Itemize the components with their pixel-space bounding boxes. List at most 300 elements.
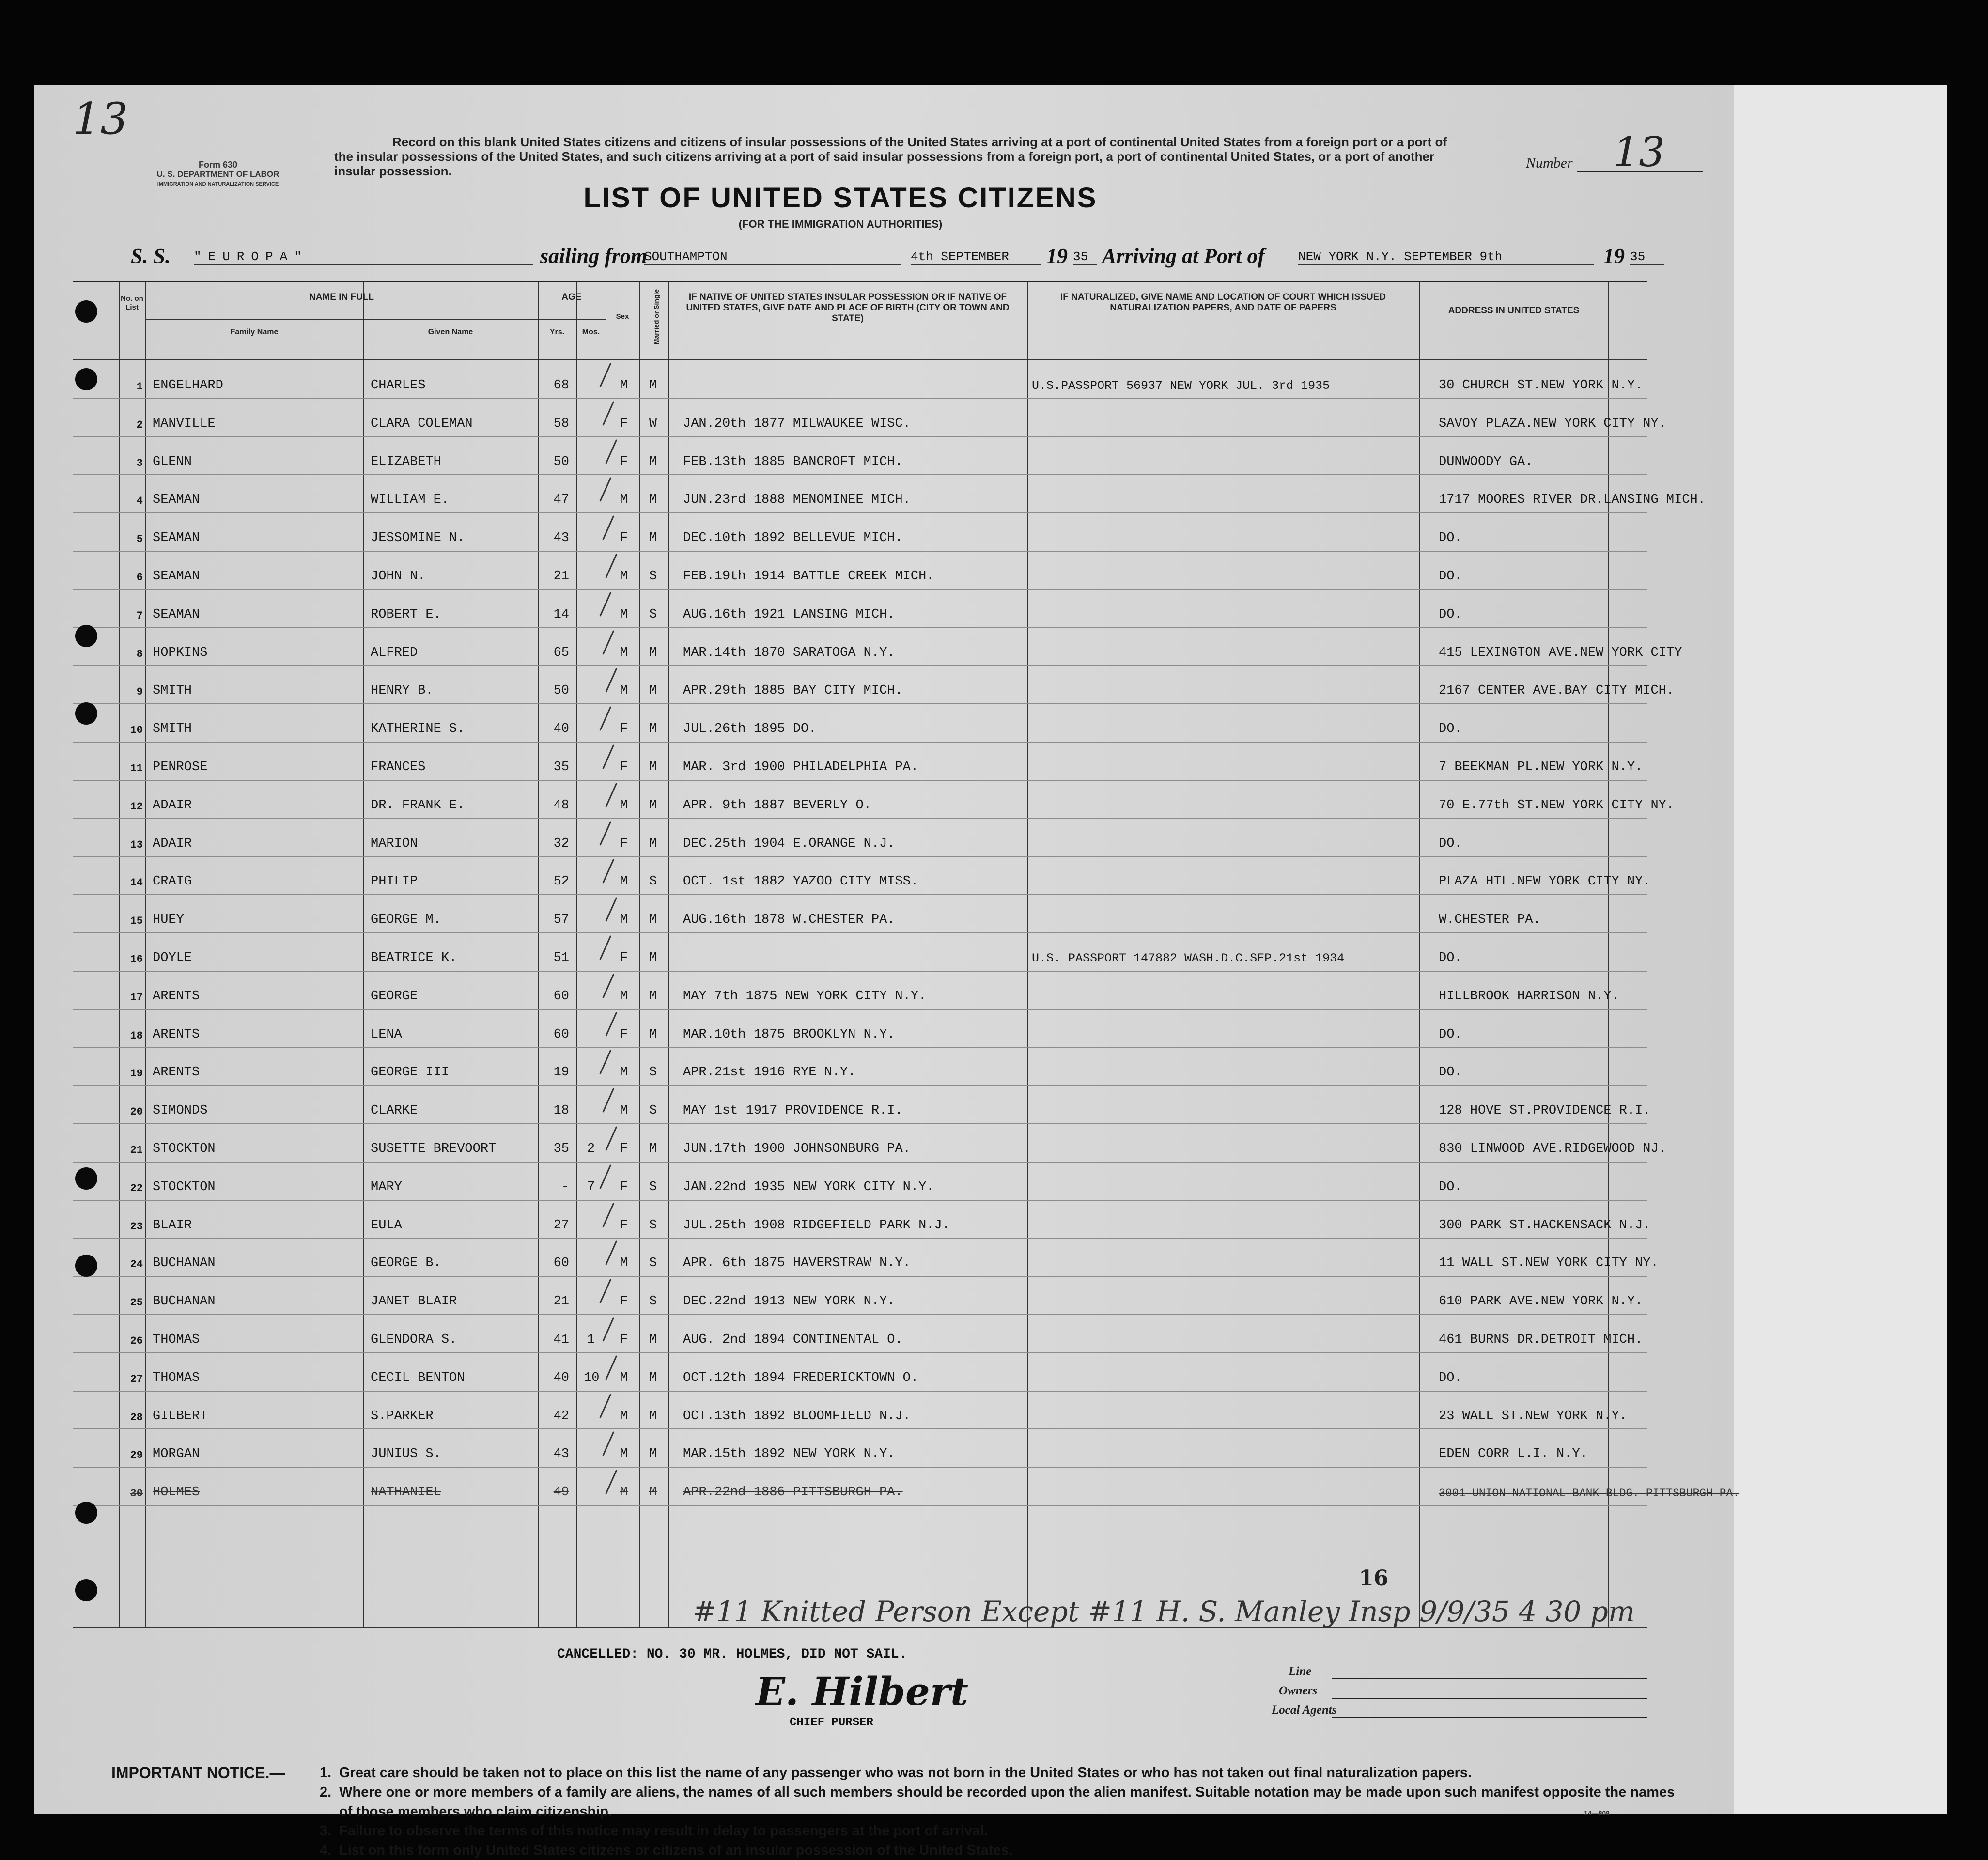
sex: F — [620, 416, 628, 431]
us-address: 23 WALL ST.NEW YORK N.Y. — [1439, 1409, 1627, 1424]
notice-item: 1. Great care should be taken not to place on this list the name of any passenger who was not born in the United States or who has not taken out final naturalization papers. — [320, 1765, 1472, 1781]
table-row — [73, 665, 1675, 703]
us-address: 461 BURNS DR.DETROIT MICH. — [1439, 1333, 1643, 1347]
birth-info: JUN.23rd 1888 MENOMINEE MICH. — [683, 493, 911, 508]
table-row — [73, 1238, 1659, 1275]
check-mark — [599, 363, 615, 389]
family-name: MORGAN — [153, 1447, 200, 1462]
row-number: 27 — [130, 1373, 143, 1385]
binder-hole — [75, 1502, 97, 1524]
footer-code: 14—808 — [1584, 1809, 1610, 1817]
birth-info: JAN.22nd 1935 NEW YORK CITY N.Y. — [683, 1179, 934, 1194]
row-number: 23 — [130, 1220, 143, 1233]
line-label: Line — [1289, 1665, 1312, 1678]
table-row — [73, 512, 1647, 550]
us-address: 415 LEXINGTON AVE.NEW YORK CITY — [1439, 645, 1682, 660]
us-address: 610 PARK AVE.NEW YORK N.Y. — [1439, 1294, 1643, 1309]
family-name: SEAMAN — [153, 531, 200, 546]
family-name: DOYLE — [153, 951, 192, 965]
table-row — [73, 1009, 1647, 1047]
us-address: 830 LINWOOD AVE.RIDGEWOOD NJ. — [1439, 1142, 1666, 1156]
given-name: SUSETTE BREVOORT — [371, 1142, 497, 1156]
row-number: 28 — [130, 1411, 143, 1424]
birth-info: AUG.16th 1878 W.CHESTER PA. — [683, 913, 895, 928]
age-years: 41 — [553, 1333, 569, 1347]
marital-status: M — [649, 951, 657, 965]
row-number: 29 — [130, 1449, 143, 1462]
table-row — [73, 589, 1647, 627]
manifest-sheet — [34, 85, 1740, 1858]
age-years: 52 — [553, 874, 569, 889]
sex: M — [620, 1409, 628, 1424]
family-name: THOMAS — [153, 1333, 200, 1347]
family-name: SEAMAN — [153, 569, 200, 584]
age-years: 32 — [553, 836, 569, 851]
age-years: 60 — [553, 1027, 569, 1042]
given-name: FRANCES — [371, 760, 426, 775]
row-number: 17 — [130, 991, 143, 1004]
age-years: 48 — [553, 798, 569, 813]
sex: F — [620, 1294, 628, 1309]
family-name: PENROSE — [153, 760, 208, 775]
birth-info: APR.29th 1885 BAY CITY MICH. — [683, 683, 903, 698]
age-years: 18 — [553, 1103, 569, 1118]
sex: M — [620, 989, 628, 1004]
year-value-2: 35 — [1630, 249, 1664, 265]
marital-status: M — [649, 645, 657, 660]
sex: M — [620, 1256, 628, 1271]
inspector-annotation: #11 Knitted Person Except #11 H. S. Manley Insp 9/9/35 4 30 pm — [693, 1595, 1635, 1628]
table-row — [73, 1428, 1647, 1466]
us-address: 11 WALL ST.NEW YORK CITY NY. — [1439, 1256, 1659, 1271]
header-naturalized: IF NATURALIZED, GIVE NAME AND LOCATION OF COURT WHICH ISSUED NATURALIZATION PAPERS, AND DATE OF PAPERS — [1060, 292, 1386, 313]
table-row — [73, 894, 1647, 932]
binder-hole — [75, 300, 97, 323]
family-name: HUEY — [153, 913, 184, 928]
given-name: JOHN N. — [371, 569, 426, 584]
age-years: 35 — [553, 1142, 569, 1156]
header-sex: Sex — [616, 312, 629, 321]
marital-status: S — [649, 874, 657, 889]
row-number: 1 — [136, 381, 143, 393]
sex: F — [620, 1218, 628, 1233]
age-years: 49 — [553, 1485, 569, 1500]
marital-status: S — [649, 1179, 657, 1194]
naturalization-info: U.S.PASSPORT 56937 NEW YORK JUL. 3rd 1935 — [1032, 379, 1330, 393]
given-name: ALFRED — [371, 645, 418, 660]
us-address: DO. — [1439, 569, 1462, 584]
us-address: DO. — [1439, 1179, 1462, 1194]
sex: M — [620, 378, 628, 393]
birth-info: JUL.26th 1895 DO. — [683, 722, 817, 737]
row-number: 6 — [136, 572, 143, 584]
birth-info: JAN.20th 1877 MILWAUKEE WISC. — [683, 416, 911, 431]
sex: M — [620, 913, 628, 928]
table-row — [73, 1085, 1651, 1123]
given-name: GEORGE III — [371, 1065, 450, 1080]
binder-hole — [75, 368, 97, 390]
sex: F — [620, 454, 628, 469]
row-number: 18 — [130, 1029, 143, 1042]
table-row — [73, 971, 1647, 1008]
voyage-line — [131, 240, 1681, 269]
table-row — [73, 1047, 1647, 1085]
family-name: HOPKINS — [153, 645, 208, 660]
row-number: 5 — [136, 533, 143, 546]
family-name: ARENTS — [153, 989, 200, 1004]
family-name: SMITH — [153, 722, 192, 737]
family-name: THOMAS — [153, 1370, 200, 1385]
family-name: ENGELHARD — [153, 378, 223, 393]
age-years: 21 — [553, 1294, 569, 1309]
age-years: 47 — [553, 493, 569, 508]
given-name: EULA — [371, 1218, 402, 1233]
row-number: 12 — [130, 800, 143, 813]
owners-label: Owners — [1279, 1684, 1318, 1697]
birth-info: JUN.17th 1900 JOHNSONBURG PA. — [683, 1142, 911, 1156]
age-years: 60 — [553, 1256, 569, 1271]
marital-status: M — [649, 493, 657, 508]
birth-info: MAR.15th 1892 NEW YORK N.Y. — [683, 1447, 895, 1462]
row-number: 4 — [136, 495, 143, 508]
birth-info: JUL.25th 1908 RIDGEFIELD PARK N.J. — [683, 1218, 950, 1233]
adjacent-page-edge — [1734, 85, 1947, 1814]
header-age: AGE — [561, 292, 582, 302]
given-name: GEORGE M. — [371, 913, 441, 928]
marital-status: M — [649, 836, 657, 851]
table-row — [73, 436, 1647, 474]
given-name: ELIZABETH — [371, 454, 441, 469]
check-mark — [599, 1050, 615, 1076]
us-address: 7 BEEKMAN PL.NEW YORK N.Y. — [1439, 760, 1643, 775]
age-years: 14 — [553, 607, 569, 622]
passenger-table — [73, 281, 1740, 1628]
age-years: 27 — [553, 1218, 569, 1233]
family-name: BLAIR — [153, 1218, 192, 1233]
given-name: KATHERINE S. — [371, 722, 465, 737]
marital-status: M — [649, 989, 657, 1004]
sex: M — [620, 1485, 628, 1500]
year-value-1: 35 — [1073, 249, 1097, 265]
age-years: 65 — [553, 645, 569, 660]
table-row — [73, 474, 1706, 512]
table-row — [73, 703, 1647, 741]
us-address: DO. — [1439, 836, 1462, 851]
number-value: 13 — [1613, 128, 1665, 176]
given-name: CHARLES — [371, 378, 426, 393]
row-number: 2 — [136, 418, 143, 431]
age-years: 58 — [553, 416, 569, 431]
family-name: GLENN — [153, 454, 192, 469]
marital-status: M — [649, 1447, 657, 1462]
given-name: BEATRICE K. — [371, 951, 457, 965]
notice-heading: IMPORTANT NOTICE.— — [111, 1764, 285, 1782]
sex: M — [620, 798, 628, 813]
sailing-port: SOUTHAMPTON — [644, 249, 901, 265]
age-years: 19 — [553, 1065, 569, 1080]
birth-info: MAR.14th 1870 SARATOGA N.Y. — [683, 645, 895, 660]
header-yrs: Yrs. — [549, 328, 565, 336]
marital-status: M — [649, 760, 657, 775]
given-name: NATHANIEL — [371, 1485, 441, 1500]
notice-item: 4. List on this form only United States citizens or citizens of an insular possession of the United States. — [320, 1843, 1013, 1858]
form-department: U. S. DEPARTMENT OF LABOR — [156, 170, 280, 179]
table-row — [73, 742, 1647, 779]
birth-info: MAR.10th 1875 BROOKLYN N.Y. — [683, 1027, 895, 1042]
cancelled-note: CANCELLED: NO. 30 MR. HOLMES, DID NOT SAIL. — [557, 1647, 907, 1662]
family-name: ADAIR — [153, 836, 192, 851]
marital-status: M — [649, 454, 657, 469]
row-number: 25 — [130, 1297, 143, 1309]
marital-status: M — [649, 798, 657, 813]
year-prefix-1: 19 — [1046, 244, 1068, 268]
marital-status: W — [649, 416, 657, 431]
sex: F — [620, 1333, 628, 1347]
sex: F — [620, 836, 628, 851]
family-name: SMITH — [153, 683, 192, 698]
table-row — [73, 1352, 1647, 1390]
form-number: Form 630 — [198, 160, 238, 170]
row-number: 20 — [130, 1106, 143, 1118]
table-row — [73, 932, 1647, 970]
page-title: LIST OF UNITED STATES CITIZENS — [583, 182, 1098, 214]
marital-status: S — [649, 1294, 657, 1309]
age-years: 40 — [553, 722, 569, 737]
birth-info: APR. 6th 1875 HAVERSTRAW N.Y. — [683, 1256, 911, 1271]
given-name: HENRY B. — [371, 683, 434, 698]
sex: M — [620, 1447, 628, 1462]
age-months: 2 — [587, 1142, 595, 1156]
marital-status: M — [649, 722, 657, 737]
family-name: ARENTS — [153, 1065, 200, 1080]
age-years: 35 — [553, 760, 569, 775]
table-row — [73, 1467, 1740, 1504]
birth-info: MAY 1st 1917 PROVIDENCE R.I. — [683, 1103, 903, 1118]
table-row — [73, 780, 1675, 818]
family-name: ARENTS — [153, 1027, 200, 1042]
family-name: ADAIR — [153, 798, 192, 813]
table-row — [73, 1200, 1651, 1238]
marital-status: S — [649, 1218, 657, 1233]
number-label: Number — [1526, 155, 1573, 171]
given-name: DR. FRANK E. — [371, 798, 465, 813]
us-address: DO. — [1439, 722, 1462, 737]
marital-status: M — [649, 913, 657, 928]
table-row — [73, 360, 1647, 398]
birth-info: FEB.19th 1914 BATTLE CREEK MICH. — [683, 569, 934, 584]
given-name: MARION — [371, 836, 418, 851]
sailing-date: 4th SEPTEMBER — [911, 249, 1041, 265]
age-years: 51 — [553, 951, 569, 965]
birth-info: AUG. 2nd 1894 CONTINENTAL O. — [683, 1333, 903, 1347]
marital-status: M — [649, 531, 657, 546]
given-name: JUNIUS S. — [371, 1447, 441, 1462]
check-mark — [599, 1279, 615, 1305]
header-address: ADDRESS IN UNITED STATES — [1448, 306, 1580, 316]
birth-info: APR.22nd 1886 PITTSBURGH PA. — [683, 1485, 903, 1500]
marital-status: M — [649, 1409, 657, 1424]
sex: F — [620, 1179, 628, 1194]
row-number: 15 — [130, 915, 143, 928]
year-prefix-2: 19 — [1603, 244, 1625, 268]
table-row — [73, 856, 1651, 894]
birth-info: OCT.13th 1892 BLOOMFIELD N.J. — [683, 1409, 911, 1424]
given-name: GEORGE B. — [371, 1256, 441, 1271]
us-address: EDEN CORR L.I. N.Y. — [1439, 1447, 1588, 1462]
sailing-label: sailing from — [540, 244, 648, 268]
local-agents-label: Local Agents — [1272, 1704, 1337, 1717]
marital-status: S — [649, 1256, 657, 1271]
family-name: STOCKTON — [153, 1142, 216, 1156]
given-name: LENA — [371, 1027, 402, 1042]
given-name: WILLIAM E. — [371, 493, 450, 508]
header-birth: IF NATIVE OF UNITED STATES INSULAR POSSESSION OR IF NATIVE OF UNITED STATES, GIVE DATE AND PLACE OF BIRTH (CITY OR TOWN AND STATE) — [686, 292, 1010, 324]
row-number: 30 — [130, 1488, 143, 1500]
table-row — [73, 398, 1666, 436]
form-instructions: Record on this blank United States citizens and citizens of insular possessions of the United States arriving at a port of continental United States from a foreign port or a port of the insular possessions of the United States, and such citizens arriving at a port of said insular possessions from a foreign port, a port of continental United States, or a port of another insular possession. — [334, 135, 1447, 178]
binder-hole — [75, 702, 97, 725]
age-years: 60 — [553, 989, 569, 1004]
birth-info: AUG.16th 1921 LANSING MICH. — [683, 607, 895, 622]
us-address: DO. — [1439, 1065, 1462, 1080]
row-number: 9 — [136, 686, 143, 698]
us-address: DO. — [1439, 1370, 1462, 1385]
us-address: PLAZA HTL.NEW YORK CITY NY. — [1439, 874, 1651, 889]
us-address: 300 PARK ST.HACKENSACK N.J. — [1439, 1218, 1651, 1233]
marital-status: S — [649, 607, 657, 622]
header-given-name: Given Name — [428, 328, 473, 336]
family-name: SIMONDS — [153, 1103, 208, 1118]
sex: M — [620, 874, 628, 889]
birth-info: MAY 7th 1875 NEW YORK CITY N.Y. — [683, 989, 927, 1004]
table-row — [73, 551, 1647, 589]
table-row — [73, 1162, 1647, 1199]
us-address: 30 CHURCH ST.NEW YORK N.Y. — [1439, 378, 1643, 393]
binder-hole — [75, 625, 97, 647]
purser-signature: E. Hilbert — [756, 1669, 968, 1714]
page-subtitle: (FOR THE IMMIGRATION AUTHORITIES) — [738, 218, 943, 230]
page-number-handwritten: 13 — [73, 93, 128, 144]
family-name: CRAIG — [153, 874, 192, 889]
age-years: - — [561, 1179, 569, 1194]
sex: F — [620, 722, 628, 737]
table-row — [73, 1391, 1647, 1428]
check-mark — [599, 592, 615, 618]
row-number: 19 — [130, 1068, 143, 1080]
check-mark — [599, 706, 615, 732]
us-address: DO. — [1439, 1027, 1462, 1042]
sex: F — [620, 1027, 628, 1042]
given-name: JESSOMINE N. — [371, 531, 465, 546]
family-name: HOLMES — [153, 1485, 200, 1500]
sex: M — [620, 683, 628, 698]
us-address: DO. — [1439, 607, 1462, 622]
row-number: 14 — [130, 877, 143, 889]
marital-status: M — [649, 683, 657, 698]
header-no-on-list: No. on List — [121, 294, 143, 311]
notice-item: 2. Where one or more members of a family are aliens, the names of all such members should be recorded upon the alien manifest. Suitable notation may be made upon such manifest opposite the names of those members who claim citizenship. — [320, 1784, 1675, 1819]
age-years: 68 — [553, 378, 569, 393]
us-address: 128 HOVE ST.PROVIDENCE R.I. — [1439, 1103, 1651, 1118]
us-address: 2167 CENTER AVE.BAY CITY MICH. — [1439, 683, 1675, 698]
family-name: MANVILLE — [153, 416, 216, 431]
check-mark — [599, 821, 615, 847]
age-years: 50 — [553, 454, 569, 469]
row-number: 22 — [130, 1182, 143, 1194]
age-years: 43 — [553, 531, 569, 546]
count-note: 16 — [1359, 1566, 1389, 1591]
age-years: 42 — [553, 1409, 569, 1424]
row-number: 26 — [130, 1335, 143, 1347]
header-mos: Mos. — [582, 328, 600, 336]
us-address: W.CHESTER PA. — [1439, 913, 1541, 928]
family-name: BUCHANAN — [153, 1256, 216, 1271]
us-address: HILLBROOK HARRISON N.Y. — [1439, 989, 1619, 1004]
notice-item: 3. Failure to observe the terms of this notice may result in delay to passengers at the port of arrival. — [320, 1823, 988, 1839]
us-address: DUNWOODY GA. — [1439, 454, 1533, 469]
us-address: 70 E.77th ST.NEW YORK CITY NY. — [1439, 798, 1675, 813]
marital-status: S — [649, 569, 657, 584]
marital-status: M — [649, 1333, 657, 1347]
birth-info: APR.21st 1916 RYE N.Y. — [683, 1065, 856, 1080]
marital-status: M — [649, 1027, 657, 1042]
sex: M — [620, 1370, 628, 1385]
marital-status: M — [649, 378, 657, 393]
given-name: CECIL BENTON — [371, 1370, 465, 1385]
age-months: 10 — [584, 1370, 600, 1385]
row-number: 10 — [130, 724, 143, 737]
table-row — [73, 818, 1647, 856]
given-name: CLARKE — [371, 1103, 418, 1118]
row-number: 13 — [130, 838, 143, 851]
family-name: SEAMAN — [153, 607, 200, 622]
birth-info: DEC.25th 1904 E.ORANGE N.J. — [683, 836, 895, 851]
sex: F — [620, 531, 628, 546]
marital-status: M — [649, 1370, 657, 1385]
naturalization-info: U.S. PASSPORT 147882 WASH.D.C.SEP.21st 1934 — [1032, 951, 1345, 965]
row-number: 21 — [130, 1144, 143, 1156]
marital-status: S — [649, 1103, 657, 1118]
check-mark — [599, 935, 615, 961]
given-name: CLARA COLEMAN — [371, 416, 473, 431]
birth-info: FEB.13th 1885 BANCROFT MICH. — [683, 454, 903, 469]
arrival-port: NEW YORK N.Y. SEPTEMBER 9th — [1298, 249, 1594, 265]
age-years: 57 — [553, 913, 569, 928]
form-service: IMMIGRATION AND NATURALIZATION SERVICE — [157, 181, 279, 187]
age-years: 50 — [553, 683, 569, 698]
birth-info: DEC.10th 1892 BELLEVUE MICH. — [683, 531, 903, 546]
birth-info: MAR. 3rd 1900 PHILADELPHIA PA. — [683, 760, 919, 775]
given-name: MARY — [371, 1179, 402, 1194]
sex: F — [620, 951, 628, 965]
table-row — [73, 627, 1682, 665]
row-number: 24 — [130, 1258, 143, 1271]
us-address: 1717 MOORES RIVER DR.LANSING MICH. — [1439, 493, 1706, 508]
sex: M — [620, 645, 628, 660]
binder-hole — [75, 1167, 97, 1190]
given-name: GLENDORA S. — [371, 1333, 457, 1347]
row-number: 8 — [136, 648, 143, 660]
check-mark — [599, 1394, 615, 1420]
age-months: 7 — [587, 1179, 595, 1194]
sex: M — [620, 607, 628, 622]
age-years: 43 — [553, 1447, 569, 1462]
table-row — [73, 1276, 1647, 1314]
table-row — [73, 1123, 1666, 1161]
family-name: GILBERT — [153, 1409, 208, 1424]
marital-status: M — [649, 1485, 657, 1500]
table-row — [73, 1314, 1647, 1352]
